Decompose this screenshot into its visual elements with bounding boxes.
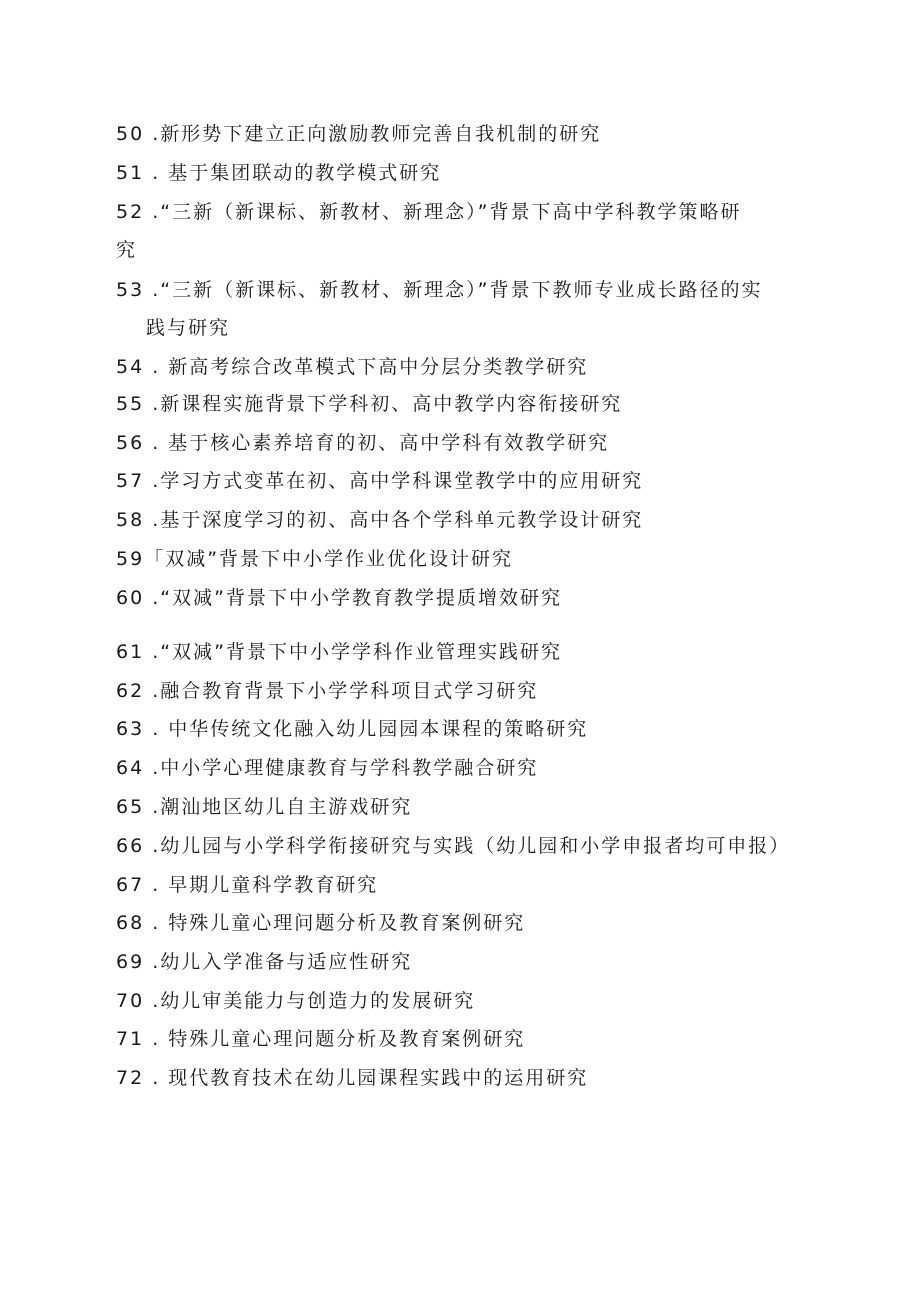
item-text: .“双减”背景下中小学教育教学提质增效研究	[144, 587, 562, 609]
list-item	[116, 194, 816, 230]
list-item-continuation	[116, 232, 816, 268]
item-text: . 特殊儿童心理问题分析及教育案例研究	[144, 1028, 526, 1050]
item-text: .学习方式变革在初、高中学科课堂教学中的应用研究	[144, 470, 644, 492]
item-text: .融合教育背景下小学学科项目式学习研究	[144, 680, 539, 702]
list-item	[116, 580, 816, 616]
item-text: .“三新（新课标、新教材、新理念）”背景下教师专业成长路径的实	[144, 279, 763, 301]
list-item-continuation	[116, 310, 816, 346]
item-number: 50	[116, 123, 145, 145]
item-number: 59	[116, 548, 145, 570]
list-item	[116, 750, 816, 786]
list-item	[116, 867, 816, 903]
list-item	[116, 349, 816, 385]
item-text: .幼儿入学准备与适应性研究	[144, 951, 413, 973]
item-text: . 新高考综合改革模式下高中分层分类教学研究	[144, 356, 589, 378]
item-number: 57	[116, 470, 145, 492]
item-number: 53	[116, 279, 145, 301]
list-item	[116, 634, 816, 670]
item-text: .潮汕地区幼儿自主游戏研究	[144, 796, 413, 818]
item-number: 56	[116, 432, 145, 454]
item-text: . 中华传统文化融入幼儿园园本课程的策略研究	[144, 718, 589, 740]
list-item	[116, 983, 816, 1019]
item-number: 66	[116, 835, 145, 857]
list-item	[116, 116, 816, 152]
list-item	[116, 944, 816, 980]
item-number: 65	[116, 796, 145, 818]
item-text: 「双减”背景下中小学作业优化设计研究	[144, 548, 514, 570]
item-number: 60	[116, 587, 145, 609]
item-text: .“双减”背景下中小学学科作业管理实践研究	[144, 641, 562, 663]
item-number: 64	[116, 757, 145, 779]
item-text: .新课程实施背景下学科初、高中教学内容衔接研究	[144, 393, 623, 415]
list-item	[116, 155, 816, 191]
list-item	[116, 541, 816, 577]
list-item	[116, 905, 816, 941]
list-item	[116, 828, 816, 864]
item-text-continuation: 究	[116, 239, 138, 261]
item-number: 63	[116, 718, 145, 740]
list-item	[116, 425, 816, 461]
item-text: .新形势下建立正向激励教师完善自我机制的研究	[144, 123, 602, 145]
item-text: . 特殊儿童心理问题分析及教育案例研究	[144, 912, 526, 934]
item-number: 52	[116, 201, 145, 223]
list-item	[116, 1060, 816, 1096]
item-number: 67	[116, 874, 145, 896]
list-item	[116, 463, 816, 499]
item-number: 54	[116, 356, 145, 378]
item-number: 69	[116, 951, 145, 973]
item-number: 58	[116, 509, 145, 531]
item-number: 62	[116, 680, 145, 702]
list-item	[116, 789, 816, 825]
list-item	[116, 1021, 816, 1057]
item-number: 70	[116, 990, 145, 1012]
item-number: 51	[116, 162, 145, 184]
item-text: .基于深度学习的初、高中各个学科单元教学设计研究	[144, 509, 644, 531]
list-item	[116, 673, 816, 709]
item-number: 55	[116, 393, 145, 415]
item-text: .幼儿园与小学科学衔接研究与实践（幼儿园和小学申报者均可申报）	[144, 835, 791, 857]
list-item	[116, 386, 816, 422]
item-text: .“三新（新课标、新教材、新理念）”背景下高中学科教学策略研	[144, 201, 742, 223]
item-text: . 基于集团联动的教学模式研究	[144, 162, 442, 184]
item-text: . 基于核心素养培育的初、高中学科有效教学研究	[144, 432, 610, 454]
list-item	[116, 272, 816, 308]
item-text: . 现代教育技术在幼儿园课程实践中的运用研究	[144, 1067, 589, 1089]
item-number: 68	[116, 912, 145, 934]
item-text: . 早期儿童科学教育研究	[144, 874, 379, 896]
list-item	[116, 711, 816, 747]
item-number: 61	[116, 641, 145, 663]
item-text: .幼儿审美能力与创造力的发展研究	[144, 990, 476, 1012]
list-item	[116, 502, 816, 538]
item-number: 71	[116, 1028, 145, 1050]
item-text-continuation: 践与研究	[146, 317, 231, 339]
item-number: 72	[116, 1067, 145, 1089]
item-text: .中小学心理健康教育与学科教学融合研究	[144, 757, 539, 779]
